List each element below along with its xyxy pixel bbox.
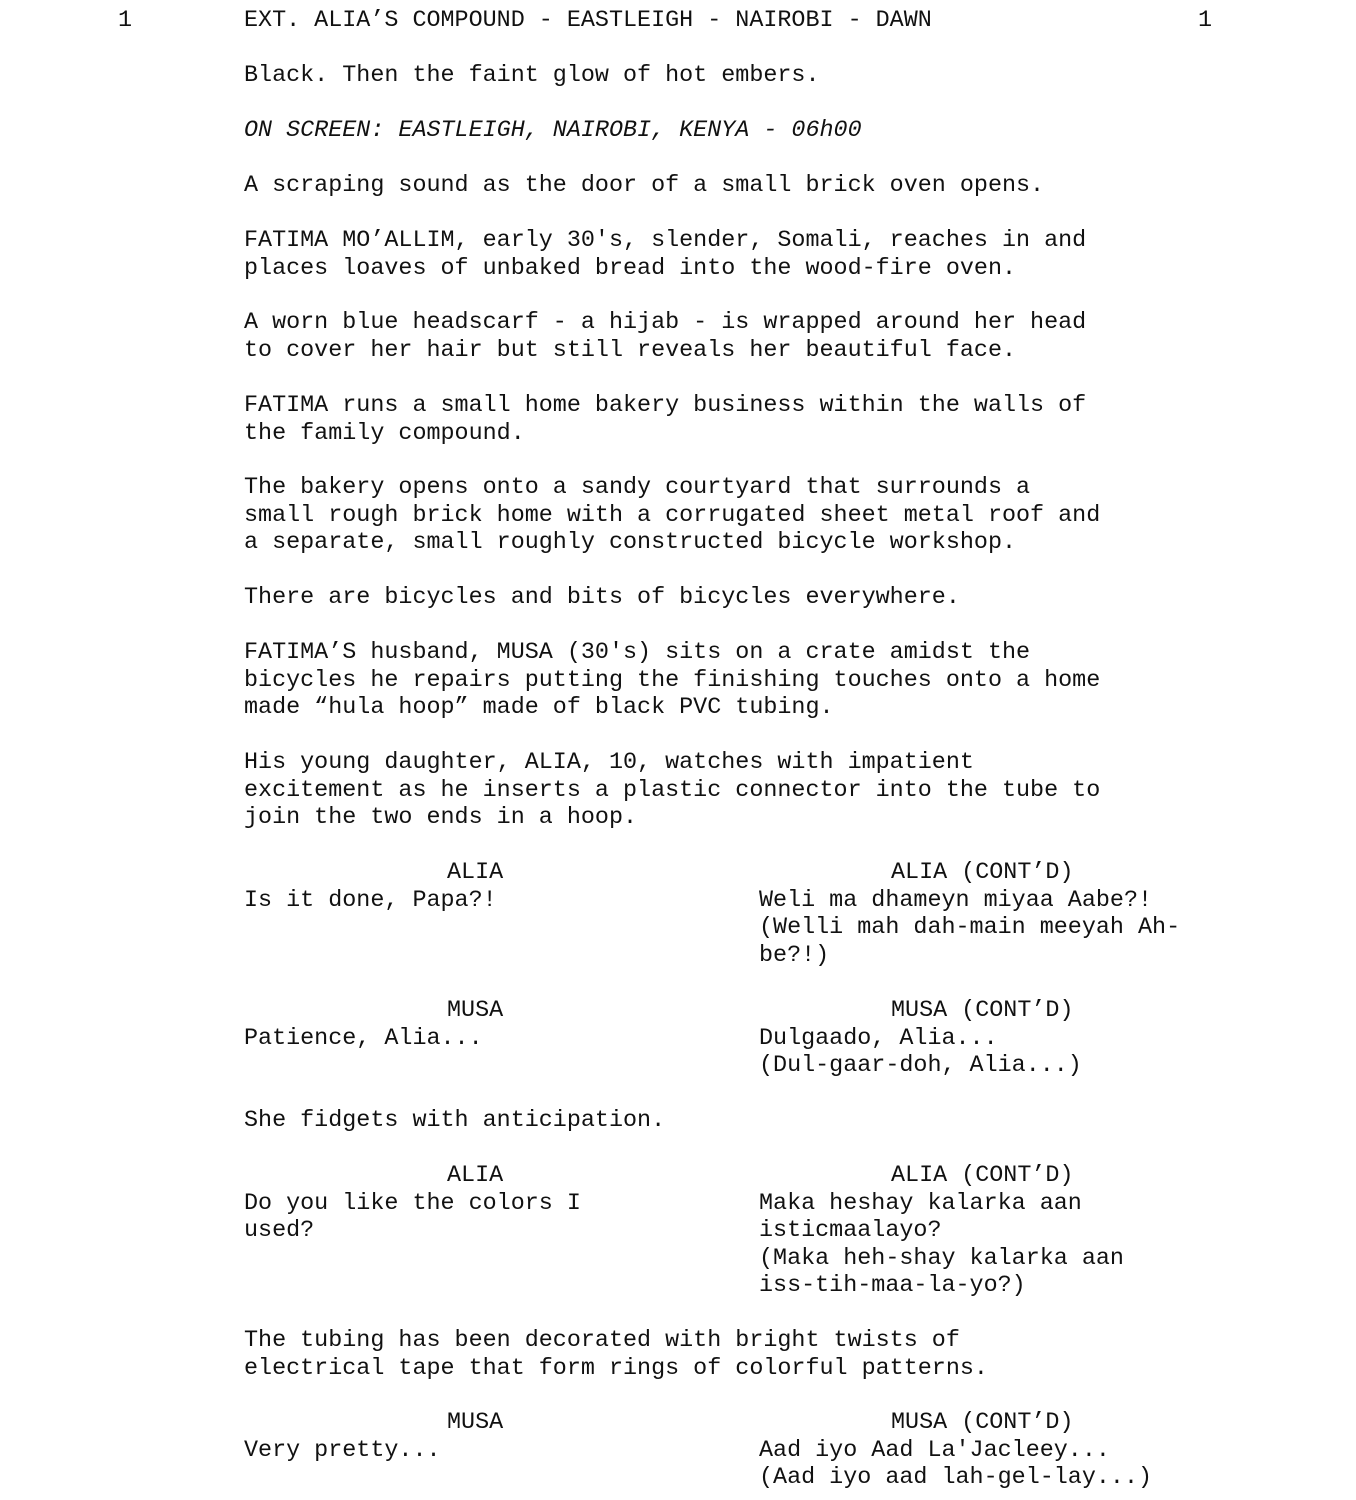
- dialogue-line: Dulgaado, Alia... (Dul-gaar-doh, Alia...): [759, 1025, 1082, 1079]
- scene-number-left: 1: [118, 8, 133, 34]
- action-paragraph: The tubing has been decorated with bright twists of electrical tape that form rings of colorful patterns.: [244, 1328, 988, 1382]
- action-paragraph: A worn blue headscarf - a hijab - is wrapped around her head to cover her hair but still reveals her beautiful face.: [244, 310, 1087, 364]
- character-cue: ALIA: [447, 1163, 504, 1189]
- dialogue-line: Do you like the colors I used?: [244, 1190, 581, 1244]
- character-cue: ALIA (CONT’D): [891, 860, 1074, 886]
- action-line: She fidgets with anticipation.: [244, 1108, 666, 1134]
- on-screen-title: ON SCREEN: EASTLEIGH, NAIROBI, KENYA - 06h00: [244, 118, 862, 144]
- character-cue: ALIA: [447, 860, 504, 886]
- action-line: A scraping sound as the door of a small brick oven opens.: [244, 173, 1045, 199]
- dialogue-line: Maka heshay kalarka aan isticmaalayo? (Maka heh-shay kalarka aan iss-tih-maa-la-yo?): [759, 1190, 1124, 1299]
- dialogue-line: Is it done, Papa?!: [244, 887, 497, 914]
- character-cue: MUSA: [447, 1410, 504, 1436]
- action-paragraph: The bakery opens onto a sandy courtyard that surrounds a small rough brick home with a corrugated sheet metal roof and a separate, small roughly constructed bicycle workshop.: [244, 475, 1101, 556]
- action-line: Black. Then the faint glow of hot embers.: [244, 63, 820, 89]
- dialogue-line: Weli ma dhameyn miyaa Aabe?! (Welli mah dah-main meeyah Ah- be?!): [759, 887, 1181, 969]
- dialogue-line: Patience, Alia...: [244, 1025, 483, 1052]
- action-paragraph: FATIMA’S husband, MUSA (30's) sits on a crate amidst the bicycles he repairs putting the finishing touches onto a home made “hula hoop” made of black PVC tubing.: [244, 640, 1101, 721]
- scene-number-right: 1: [1198, 8, 1213, 34]
- action-line: There are bicycles and bits of bicycles everywhere.: [244, 585, 960, 611]
- character-cue: MUSA (CONT’D): [891, 998, 1074, 1024]
- action-paragraph: FATIMA MO’ALLIM, early 30's, slender, Somali, reaches in and places loaves of unbaked bread into the wood-fire oven.: [244, 228, 1087, 282]
- character-cue: MUSA: [447, 998, 504, 1024]
- dialogue-line: Aad iyo Aad La'Jacleey... (Aad iyo aad lah-gel-lay...): [759, 1437, 1153, 1491]
- scene-heading: EXT. ALIA’S COMPOUND - EASTLEIGH - NAIROBI - DAWN: [244, 8, 932, 34]
- action-paragraph: FATIMA runs a small home bakery business within the walls of the family compound.: [244, 393, 1087, 447]
- character-cue: ALIA (CONT’D): [891, 1163, 1074, 1189]
- dialogue-line: Very pretty...: [244, 1437, 441, 1464]
- action-paragraph: His young daughter, ALIA, 10, watches with impatient excitement as he inserts a plastic connector into the tube to join the two ends in a hoop.: [244, 750, 1101, 831]
- character-cue: MUSA (CONT’D): [891, 1410, 1074, 1436]
